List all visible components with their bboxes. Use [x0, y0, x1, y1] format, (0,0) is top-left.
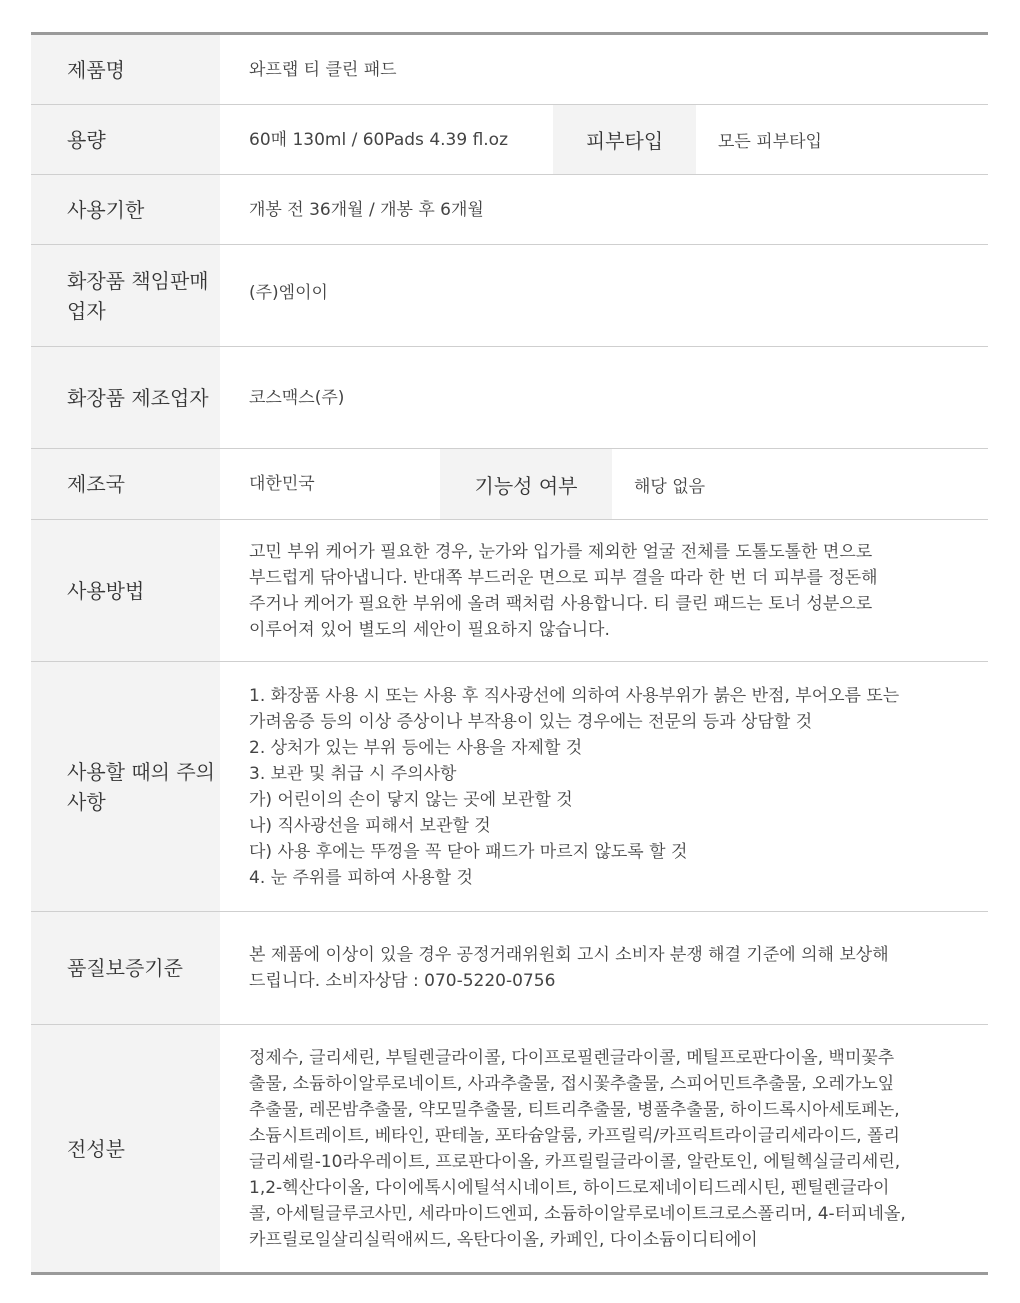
row-label: 사용방법 [31, 520, 220, 661]
sub-label-functional: 기능성 여부 [440, 449, 612, 519]
row-value: 본 제품에 이상이 있을 경우 공정거래위원회 고시 소비자 분쟁 해결 기준에 의해 보상해 드립니다. 소비자상담 : 070-5220-0756 [249, 945, 889, 991]
row-value: 정제수, 글리세린, 부틸렌글라이콜, 다이프로필렌글라이콜, 메틸프로판다이올, 백미꽃추 출물, 소듐하이알루로네이트, 사과추출물, 접시꽃추출물, 스피어민트추출물, 오레가노잎 추출물, 레몬밤추출물, 약모밀추출물, 티트리추출물, 병풀추출물, 하이드록시아세토페논, 소듐시트레이트, 베타인, 판테놀, 포타슘알룸, 카프릴릭/카프릭트라이글리세라이드, 폴리 글리세릴-10라우레이트, 프로판다이올, 카프릴릴글라이콜, 알란토인, 에틸헥실글리세린, 1,2-헥산다이올, 다이에톡시에틸석시네이트, 하이드로제네이티드레시틴, 펜틸렌글라이 콜, 아세틸글루코사민, 세라마이드엔피, 소듐하이알루로네이트크로스폴리머, 4-터피네올, 카프릴로일살리실릭애씨드, 옥탄다이올, 카페인, 다이소듐이디티에이 [249, 1047, 906, 1250]
row-label: 사용기한 [31, 175, 220, 244]
row-value: 60매 130ml / 60Pads 4.39 fl.oz [249, 129, 509, 150]
row-label: 화장품 제조업자 [31, 347, 220, 448]
row-value: 대한민국 [249, 474, 315, 494]
table-row-usage [31, 520, 988, 662]
table-row-expiry [31, 175, 988, 245]
table-row-precautions [31, 662, 988, 912]
row-label: 제조국 [31, 449, 220, 519]
row-label: 화장품 책임판매업자 [31, 245, 220, 346]
table-row-capacity [31, 105, 988, 175]
row-label: 제품명 [31, 35, 220, 104]
sub-label-skin-type: 피부타입 [553, 105, 696, 174]
row-value: (주)엠이이 [249, 283, 328, 303]
row-value: 코스맥스(주) [249, 387, 345, 408]
table-row-ingredients [31, 1025, 988, 1272]
row-label: 용량 [31, 105, 220, 174]
table-row-manufacturer [31, 347, 988, 449]
row-value: 개봉 전 36개월 / 개봉 후 6개월 [249, 199, 484, 220]
split-cell [220, 105, 988, 174]
row-value: 와프랩 티 클린 패드 [249, 59, 397, 80]
sub-value-functional: 해당 없음 [634, 476, 706, 497]
row-label: 품질보증기준 [31, 912, 220, 1024]
row-label: 전성분 [31, 1025, 220, 1272]
row-value: 1. 화장품 사용 시 또는 사용 후 직사광선에 의하여 사용부위가 붉은 반점, 부어오름 또는 가려움증 등의 이상 증상이나 부작용이 있는 경우에는 전문의 등과 상담할 것 2. 상처가 있는 부위 등에는 사용을 자제할 것 3. 보관 및 취급 시 주의사항 가) 어린이의 손이 닿지 않는 곳에 보관할 것 나) 직사광선을 피해서 보관할 것 다) 사용 후에는 뚜껑을 꼭 닫아 패드가 마르지 않도록 할 것 4. 눈 주위를 피하여 사용할 것 [249, 685, 900, 888]
row-value: 고민 부위 케어가 필요한 경우, 눈가와 입가를 제외한 얼굴 전체를 도톨도톨한 면으로 부드럽게 닦아냅니다. 반대쪽 부드러운 면으로 피부 결을 따라 한 번 더 피부를 정돈해 주거나 케어가 필요한 부위에 올려 팩처럼 사용합니다. 티 클린 패드는 토너 성분으로 이루어져 있어 별도의 세안이 필요하지 않습니다. [249, 541, 878, 640]
split-cell [220, 449, 988, 519]
table-row-country [31, 449, 988, 520]
sub-value-skin-type: 모든 피부타입 [718, 132, 822, 152]
table-row-product-name [31, 35, 988, 105]
row-label: 사용할 때의 주의사항 [31, 662, 220, 911]
product-info-table [31, 32, 988, 1275]
table-row-quality [31, 912, 988, 1025]
table-row-seller [31, 245, 988, 347]
